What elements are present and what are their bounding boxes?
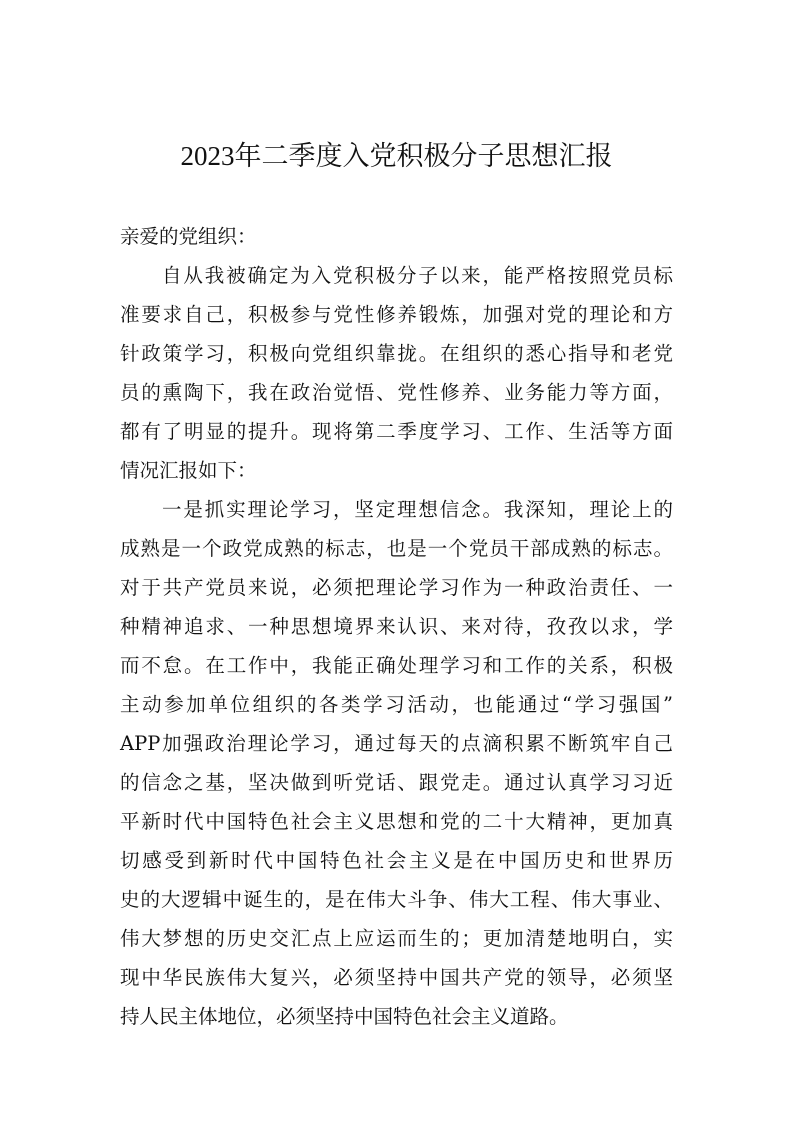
document-title: 2023年二季度入党积极分子思想汇报 xyxy=(180,141,613,171)
paragraph-line: 种精神追求、一种思想境界来认识、来对待，孜孜以求，学 xyxy=(120,615,673,638)
paragraph-line: 平新时代中国特色社会主义思想和党的二十大精神，更加真 xyxy=(120,810,673,833)
salutation: 亲爱的党组织： xyxy=(120,225,257,248)
paragraph xyxy=(120,490,673,1036)
paragraph-line: 的信念之基，坚决做到听党话、跟党走。通过认真学习习近 xyxy=(120,771,673,794)
paragraph xyxy=(120,256,673,490)
paragraph-line: 针政策学习，积极向党组织靠拢。在组织的悉心指导和老党 xyxy=(120,342,673,365)
paragraph-line: 准要求自己，积极参与党性修养锻炼，加强对党的理论和方 xyxy=(120,303,673,326)
paragraph-line: 成熟是一个政党成熟的标志，也是一个党员干部成熟的标志。 xyxy=(120,537,673,560)
paragraph-line: 情况汇报如下： xyxy=(120,459,257,482)
paragraph-line: 持人民主体地位，必须坚持中国特色社会主义道路。 xyxy=(120,1005,569,1028)
document-body xyxy=(120,217,673,1036)
paragraph-line: APP加强政治理论学习，通过每天的点滴积累不断筑牢自己 xyxy=(120,732,673,755)
paragraph-line: 主动参加单位组织的各类学习活动，也能通过“学习强国” xyxy=(120,693,673,716)
paragraph-line: 而不怠。在工作中，我能正确处理学习和工作的关系，积极 xyxy=(120,654,673,677)
paragraph-line: 自从我被确定为入党积极分子以来，能严格按照党员标 xyxy=(162,264,673,287)
paragraph-line: 都有了明显的提升。现将第二季度学习、工作、生活等方面 xyxy=(120,420,673,443)
paragraph-line: 切感受到新时代中国特色社会主义是在中国历史和世界历 xyxy=(120,849,673,872)
paragraph-line: 对于共产党员来说，必须把理论学习作为一种政治责任、一 xyxy=(120,576,673,599)
paragraph-line: 伟大梦想的历史交汇点上应运而生的；更加清楚地明白，实 xyxy=(120,927,673,950)
paragraph-line: 现中华民族伟大复兴，必须坚持中国共产党的领导，必须坚 xyxy=(120,966,673,989)
paragraph-line: 一是抓实理论学习，坚定理想信念。我深知，理论上的 xyxy=(162,498,673,521)
paragraph-line: 史的大逻辑中诞生的，是在伟大斗争、伟大工程、伟大事业、 xyxy=(120,888,673,911)
paragraph-line: 员的熏陶下，我在政治觉悟、党性修养、业务能力等方面， xyxy=(120,381,673,404)
